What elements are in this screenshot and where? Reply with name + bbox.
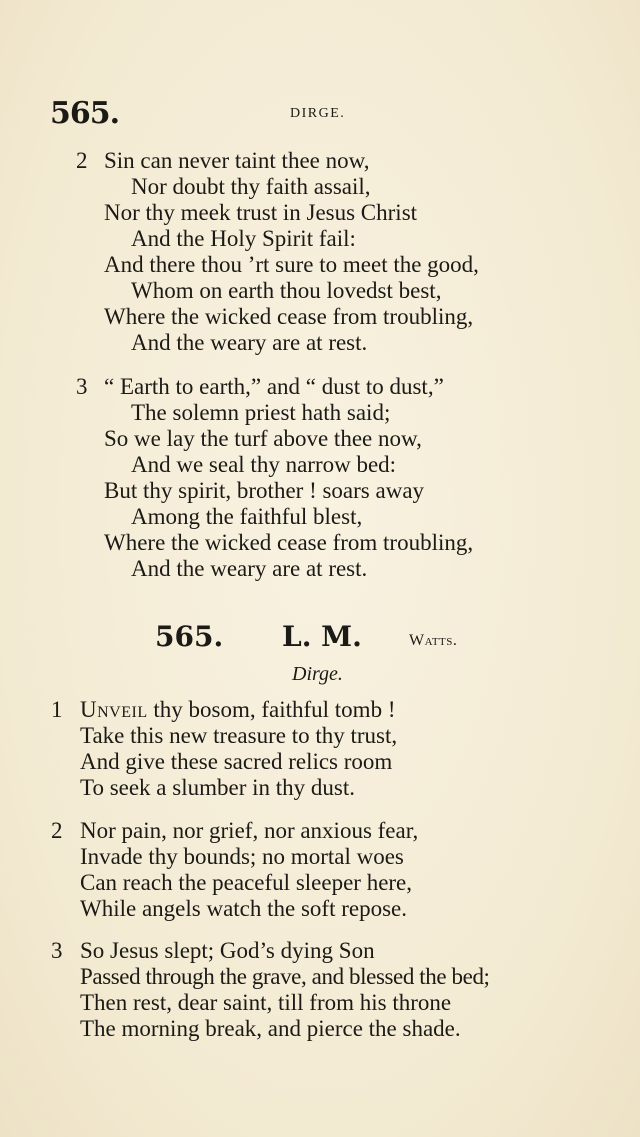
verse-line: Nor doubt thy faith assail, [131,174,371,199]
verse-line: Passed through the grave, and blessed the bed; [80,964,490,989]
verse-line: Sin can never taint thee now, [104,148,370,173]
verse-line: Where the wicked cease from troubling, [104,304,474,329]
stanza-number: 2 [51,818,63,843]
verse-line: Among the faithful blest, [131,504,363,529]
page-number: 565. [50,96,120,131]
verse-line: Nor pain, nor grief, nor anxious fear, [80,818,419,843]
hymn-number: 565. [155,620,224,653]
hymn-author: Watts. [409,632,458,649]
stanza-number: 1 [51,697,63,722]
verse-line: And give these sacred relics room [80,749,393,774]
verse-line: And there thou ’rt sure to meet the good, [104,252,479,277]
first-word: Unveil [80,697,148,722]
verse-line-first [80,697,395,723]
hymn-meter: L. M. [282,620,362,653]
verse-line: And the Holy Spirit fail: [131,226,356,251]
stanza-number: 3 [76,374,88,399]
verse-line: While angels watch the soft repose. [80,896,407,921]
verse-line: Invade thy bounds; no mortal woes [80,844,404,869]
stanza-number: 2 [76,148,88,173]
verse-line: “ Earth to earth,” and “ dust to dust,” [104,374,444,399]
verse-line: Then rest, dear saint, till from his throne [80,990,452,1015]
verse-line: Take this new treasure to thy trust, [80,723,398,748]
running-title: DIRGE. [290,106,346,121]
verse-line-rest: thy bosom, faithful tomb ! [147,697,396,722]
verse-line: Where the wicked cease from troubling, [104,530,474,555]
verse-line: But thy spirit, brother ! soars away [104,478,425,503]
running-head [50,96,610,132]
verse-line: So Jesus slept; God’s dying Son [80,938,375,963]
hymn-subtitle: Dirge. [292,663,343,685]
verse-line: And the weary are at rest. [131,330,368,355]
verse-line: Nor thy meek trust in Jesus Christ [104,200,418,225]
verse-line: The morning break, and pierce the shade. [80,1016,461,1041]
stanza-number: 3 [51,938,63,963]
verse-line: So we lay the turf above thee now, [104,426,422,451]
verse-line: Can reach the peaceful sleeper here, [80,870,413,895]
verse-line: And the weary are at rest. [131,556,368,581]
verse-line: And we seal thy narrow bed: [131,452,397,477]
hymn-heading [0,620,640,660]
verse-line: Whom on earth thou lovedst best, [131,278,442,303]
verse-line: The solemn priest hath said; [131,400,391,425]
verse-line: To seek a slumber in thy dust. [80,775,355,800]
